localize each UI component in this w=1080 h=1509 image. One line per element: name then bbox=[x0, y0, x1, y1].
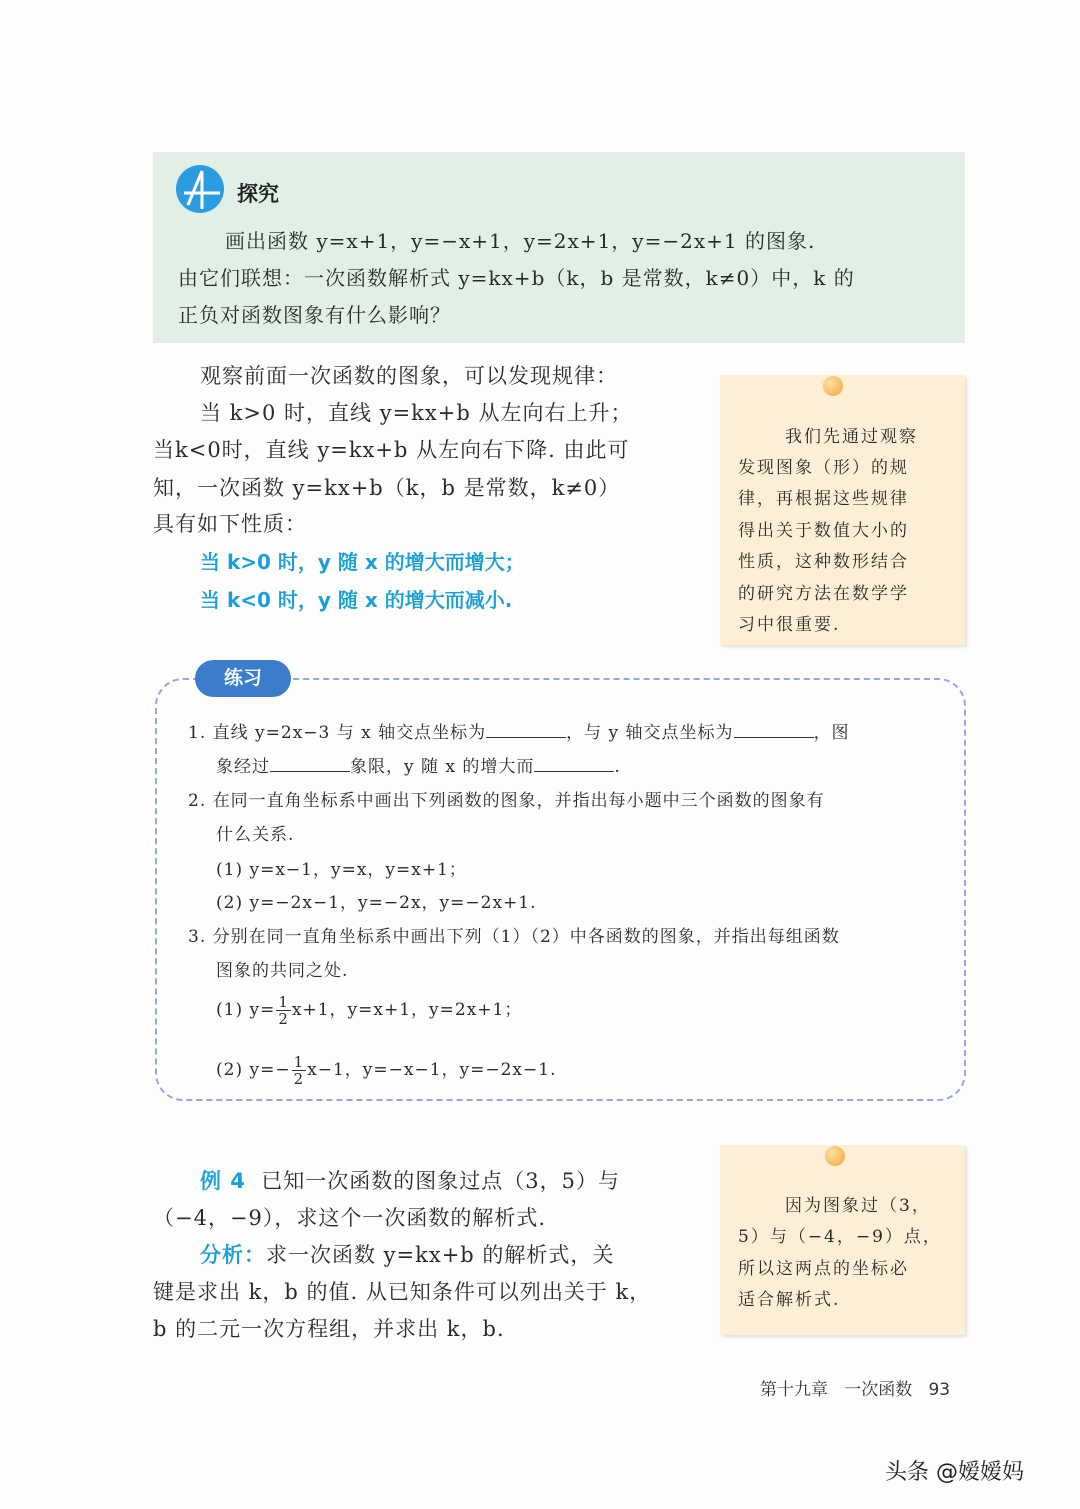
practice-q1-line2 bbox=[216, 752, 621, 777]
pin-icon bbox=[825, 1146, 845, 1166]
explore-compass-icon bbox=[176, 165, 224, 213]
denominator: 2 bbox=[293, 1070, 305, 1088]
main-line: 观察前面一次函数的图象，可以发现规律： bbox=[200, 364, 618, 388]
explore-line: 画出函数 y=x+1，y=−x+1，y=2x+1，y=−2x+1 的图象. bbox=[225, 229, 816, 253]
practice-q1-line1 bbox=[188, 718, 850, 743]
example-label: 例 4 bbox=[200, 1169, 246, 1193]
practice-line: 图象的共同之处. bbox=[216, 961, 349, 981]
practice-line: (2) y=−2x−1，y=−2x，y=−2x+1. bbox=[216, 893, 537, 913]
pin-icon bbox=[823, 376, 843, 396]
example-text: 已知一次函数的图象过点（3，5）与 bbox=[261, 1169, 621, 1193]
q1-text: 象经过 bbox=[216, 757, 270, 777]
note-line: 因为图象过（3， bbox=[785, 1196, 931, 1216]
main-line: 当 k>0 时，直线 y=kx+b 从左向右上升； bbox=[200, 401, 633, 425]
example-line: （−4，−9），求这个一次函数的解析式. bbox=[153, 1206, 547, 1230]
analysis-line: b 的二元一次方程组，并求出 k，b. bbox=[153, 1317, 505, 1341]
note-line: 的研究方法在数学学 bbox=[738, 584, 909, 604]
note-line: 律，再根据这些规律 bbox=[738, 489, 909, 509]
footer-section: 一次函数 bbox=[844, 1380, 913, 1400]
analysis-text: 求一次函数 y=kx+b 的解析式，关 bbox=[266, 1243, 615, 1267]
answer-blank[interactable] bbox=[486, 723, 566, 738]
numerator: 1 bbox=[293, 1053, 305, 1071]
practice-label: 练习 bbox=[195, 660, 291, 697]
formula-text: (1) y= bbox=[216, 1000, 276, 1020]
q1-text: ，图 bbox=[813, 723, 850, 743]
formula-text: (2) y=− bbox=[216, 1060, 291, 1080]
property-line: 当 k<0 时，y 随 x 的增大而减小. bbox=[200, 588, 513, 612]
explore-line: 正负对函数图象有什么影响？ bbox=[178, 303, 451, 327]
property-line: 当 k>0 时，y 随 x 的增大而增大； bbox=[200, 550, 525, 574]
page-number: 93 bbox=[928, 1380, 951, 1400]
q1-text: ，与 y 轴交点坐标为 bbox=[566, 723, 734, 743]
numerator: 1 bbox=[278, 993, 289, 1011]
q1-text: 1. 直线 y=2x−3 与 x 轴交点坐标为 bbox=[188, 723, 487, 743]
explore-title: 探究 bbox=[237, 182, 279, 206]
footer-chapter: 第十九章 bbox=[760, 1380, 828, 1400]
watermark: 头条 @嫒嫒妈 bbox=[885, 1460, 1024, 1485]
page-footer bbox=[760, 1375, 950, 1400]
main-line: 当k<0时，直线 y=kx+b 从左向右下降. 由此可 bbox=[153, 438, 630, 462]
practice-line: 3. 分别在同一直角坐标系中画出下列（1）（2）中各函数的图象，并指出每组函数 bbox=[188, 927, 840, 947]
practice-line: (1) y=x−1，y=x，y=x+1； bbox=[216, 860, 467, 880]
analysis-line bbox=[200, 1239, 614, 1269]
answer-blank[interactable] bbox=[534, 757, 614, 772]
fraction bbox=[292, 1054, 307, 1087]
example-line bbox=[200, 1165, 620, 1195]
main-line: 具有如下性质： bbox=[153, 512, 307, 536]
analysis-line: 键是求出 k，b 的值. 从已知条件可以列出关于 k， bbox=[153, 1280, 652, 1304]
note-line: 发现图象（形）的规 bbox=[738, 458, 909, 478]
analysis-label: 分析： bbox=[200, 1243, 266, 1267]
answer-blank[interactable] bbox=[734, 723, 814, 738]
fraction bbox=[276, 994, 291, 1027]
formula-text: x−1，y=−x−1，y=−2x−1. bbox=[307, 1060, 557, 1080]
note-line: 得出关于数值大小的 bbox=[738, 521, 909, 541]
note-line: 5）与（−4，−9）点， bbox=[738, 1227, 942, 1247]
practice-line: 什么关系. bbox=[216, 825, 295, 845]
note-line: 我们先通过观察 bbox=[785, 427, 918, 447]
main-line: 知，一次函数 y=kx+b（k，b 是常数，k≠0） bbox=[153, 476, 621, 500]
answer-blank[interactable] bbox=[270, 757, 350, 772]
practice-q3-1 bbox=[216, 994, 522, 1027]
explore-line: 由它们联想：一次函数解析式 y=kx+b（k，b 是常数，k≠0）中，k 的 bbox=[178, 266, 855, 290]
formula-text: x+1，y=x+1，y=2x+1； bbox=[291, 1000, 523, 1020]
practice-line: 2. 在同一直角坐标系中画出下列函数的图象，并指出每小题中三个函数的图象有 bbox=[188, 791, 825, 811]
practice-q3-2 bbox=[216, 1054, 556, 1087]
note-line: 所以这两点的坐标必 bbox=[738, 1259, 909, 1279]
q1-text: . bbox=[614, 757, 621, 777]
side-note-1 bbox=[720, 375, 965, 645]
denominator: 2 bbox=[278, 1010, 289, 1028]
note-line: 适合解析式. bbox=[738, 1290, 841, 1310]
note-line: 性质，这种数形结合 bbox=[738, 552, 909, 572]
q1-text: 象限，y 随 x 的增大而 bbox=[350, 757, 535, 777]
note-line: 习中很重要. bbox=[738, 615, 841, 635]
